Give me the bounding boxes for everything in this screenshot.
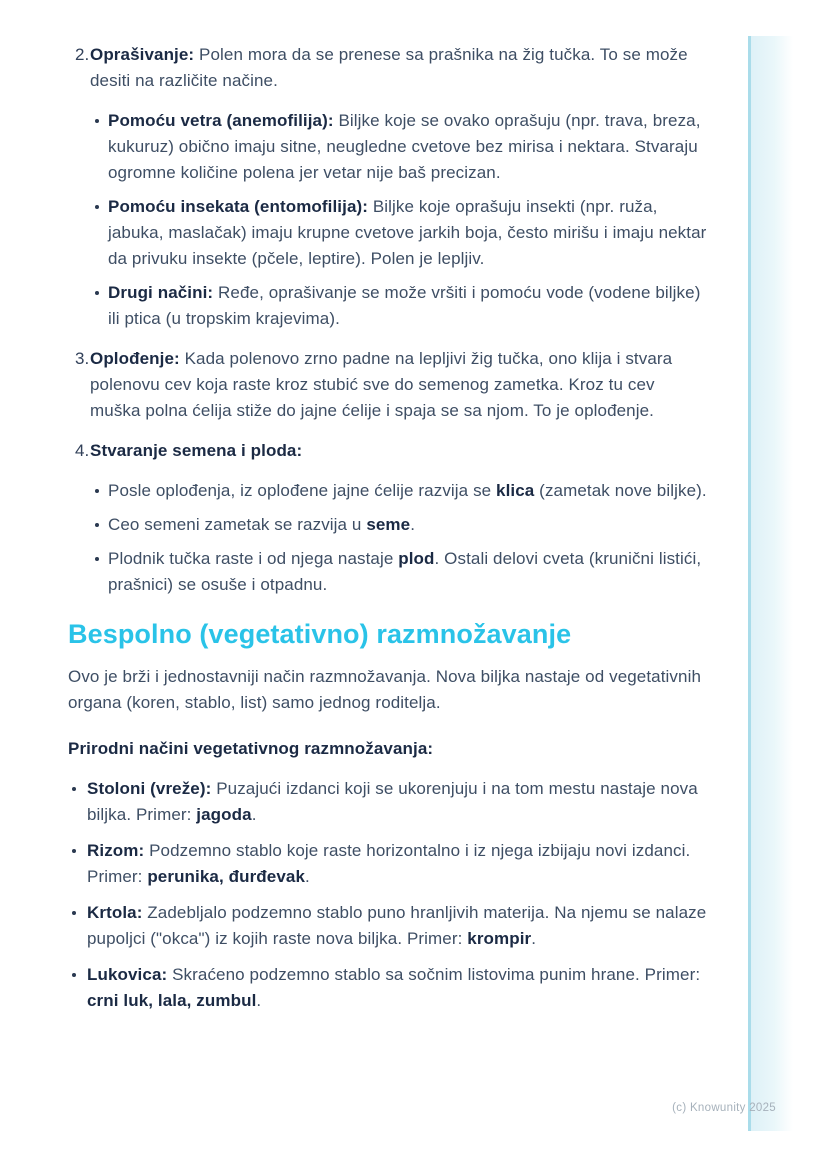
bullet-body: Biljke koje oprašuju insekti (npr. ruža, jabuka, maslačak) imaju krupne cvetove jarkih boja, često mirišu i imaju nektar da privuku insekte (pčele, leptire). Polen je lepljiv.: [108, 197, 707, 268]
bullet-item: [68, 962, 708, 1014]
numbered-item-4: [68, 438, 708, 598]
bullet-body: Skraćeno podzemno stablo sa sočnim listovima punim hrane. Primer:: [167, 965, 701, 984]
bullet-emphasis: seme: [366, 515, 411, 534]
bullet-body: Plodnik tučka raste i od njega nastaje: [108, 549, 399, 568]
numbered-item-3: [68, 346, 708, 424]
bullet-tail: (zametak nove biljke).: [534, 481, 707, 500]
bullet-emphasis: jagoda: [196, 805, 252, 824]
bullet-icon: [95, 523, 99, 527]
bullet-icon: [95, 205, 99, 209]
bullet-item: [90, 546, 708, 598]
bullet-body: Posle oplođenja, iz oplođene jajne ćelije razvija se: [108, 481, 497, 500]
bullet-body: Zadebljalo podzemno stablo puno hranljivih materija. Na njemu se nalaze pupoljci ("okca") iz kojih raste nova biljka. Primer:: [87, 903, 707, 948]
bullet-emphasis: plod: [398, 549, 435, 568]
bullet-tail: .: [251, 805, 257, 824]
item-paragraph: [90, 42, 708, 94]
bullet-item: [90, 194, 708, 272]
item-number: 4.: [75, 441, 90, 460]
bullet-tail: .: [305, 867, 310, 886]
bullet-item: [68, 900, 708, 952]
bullet-lead: Pomoću insekata (entomofilija):: [108, 197, 369, 216]
bullet-icon: [72, 973, 76, 977]
bullet-icon: [95, 119, 99, 123]
bullet-lead: Drugi načini:: [108, 283, 214, 302]
bullet-icon: [95, 291, 99, 295]
sub-bullet-list: [90, 108, 708, 332]
numbered-list: [68, 42, 708, 598]
item-body: Kada polenovo zrno padne na lepljivi žig tučka, ono klija i stvara polenovu cev koja raste kroz stubić sve do semenog zametka. Kroz tu cev muška polna ćelija stiže do jajne ćelije i spaja se sa njom. To je oplođenje.: [90, 349, 673, 420]
bullet-emphasis: klica: [496, 481, 535, 500]
bullet-tail: .: [410, 515, 416, 534]
bullet-body: Ređe, oprašivanje se može vršiti i pomoću vode (vodene biljke) ili ptica (u tropskim krajevima).: [108, 283, 701, 328]
bullet-item: [68, 776, 708, 828]
item-paragraph: [90, 438, 708, 464]
bullet-item: [90, 478, 708, 504]
page-edge-bar: [748, 36, 793, 1131]
bullet-body: Biljke koje se ovako oprašuju (npr. trava, breza, kukuruz) obično imaju sitne, neugledne cvetove bez mirisa i nektara. Stvaraju ogromne količine polena jer vetar nije baš precizan.: [108, 111, 701, 182]
bullet-lead: Krtola:: [87, 903, 143, 922]
watermark: (c) Knowunity 2025: [672, 1102, 776, 1114]
document-content: [68, 42, 708, 1014]
item-lead: Oprašivanje:: [90, 45, 195, 64]
item-body: Polen mora da se prenese sa prašnika na žig tučka. To se može desiti na različite načine.: [90, 45, 688, 90]
bullet-emphasis: perunika, đurđevak: [147, 867, 306, 886]
bullet-icon: [72, 911, 76, 915]
bullet-body: Puzajući izdanci koji se ukorenjuju i na tom mestu nastaje nova biljka. Primer:: [87, 779, 698, 824]
bullet-lead: Pomoću vetra (anemofilija):: [108, 111, 334, 130]
numbered-item-2: [68, 42, 708, 332]
bullet-item: [68, 838, 708, 890]
item-paragraph: [90, 346, 708, 424]
bullet-lead: Rizom:: [87, 841, 145, 860]
bullet-lead: Lukovica:: [87, 965, 168, 984]
sub-bullet-list: [90, 478, 708, 598]
bullet-item: [90, 512, 708, 538]
bullet-emphasis: crni luk, lala, zumbul: [87, 991, 257, 1010]
bullet-icon: [95, 557, 99, 561]
bullet-icon: [72, 787, 76, 791]
item-number: 2.: [75, 45, 90, 64]
bullet-item: [90, 280, 708, 332]
item-lead: Stvaranje semena i ploda:: [90, 441, 303, 460]
bullet-body: Ceo semeni zametak se razvija u: [108, 515, 367, 534]
bullet-body: Podzemno stablo koje raste horizontalno i iz njega izbijaju novi izdanci. Primer:: [87, 841, 691, 886]
bullet-tail: . Ostali delovi cveta (krunični listići, prašnici) se osuše i otpadnu.: [108, 549, 702, 594]
bullet-tail: .: [531, 929, 537, 948]
bullet-lead: Stoloni (vreže):: [87, 779, 212, 798]
bullet-item: [90, 108, 708, 186]
bullet-icon: [72, 849, 76, 853]
item-number: 3.: [75, 349, 90, 368]
bullet-emphasis: krompir: [467, 929, 532, 948]
section-heading: Bespolno (vegetativno) razmnožavanje: [68, 619, 572, 649]
section-bullet-list: [68, 776, 708, 1014]
bullet-icon: [95, 489, 99, 493]
bullet-tail: .: [256, 991, 262, 1010]
section-subheading: Prirodni načini vegetativnog razmnožavanja:: [68, 739, 434, 758]
item-lead: Oplođenje:: [90, 349, 180, 368]
section-intro: Ovo je brži i jednostavniji način razmnožavanja. Nova biljka nastaje od vegetativnih organa (koren, stablo, list) samo jednog roditelja.: [68, 667, 702, 712]
